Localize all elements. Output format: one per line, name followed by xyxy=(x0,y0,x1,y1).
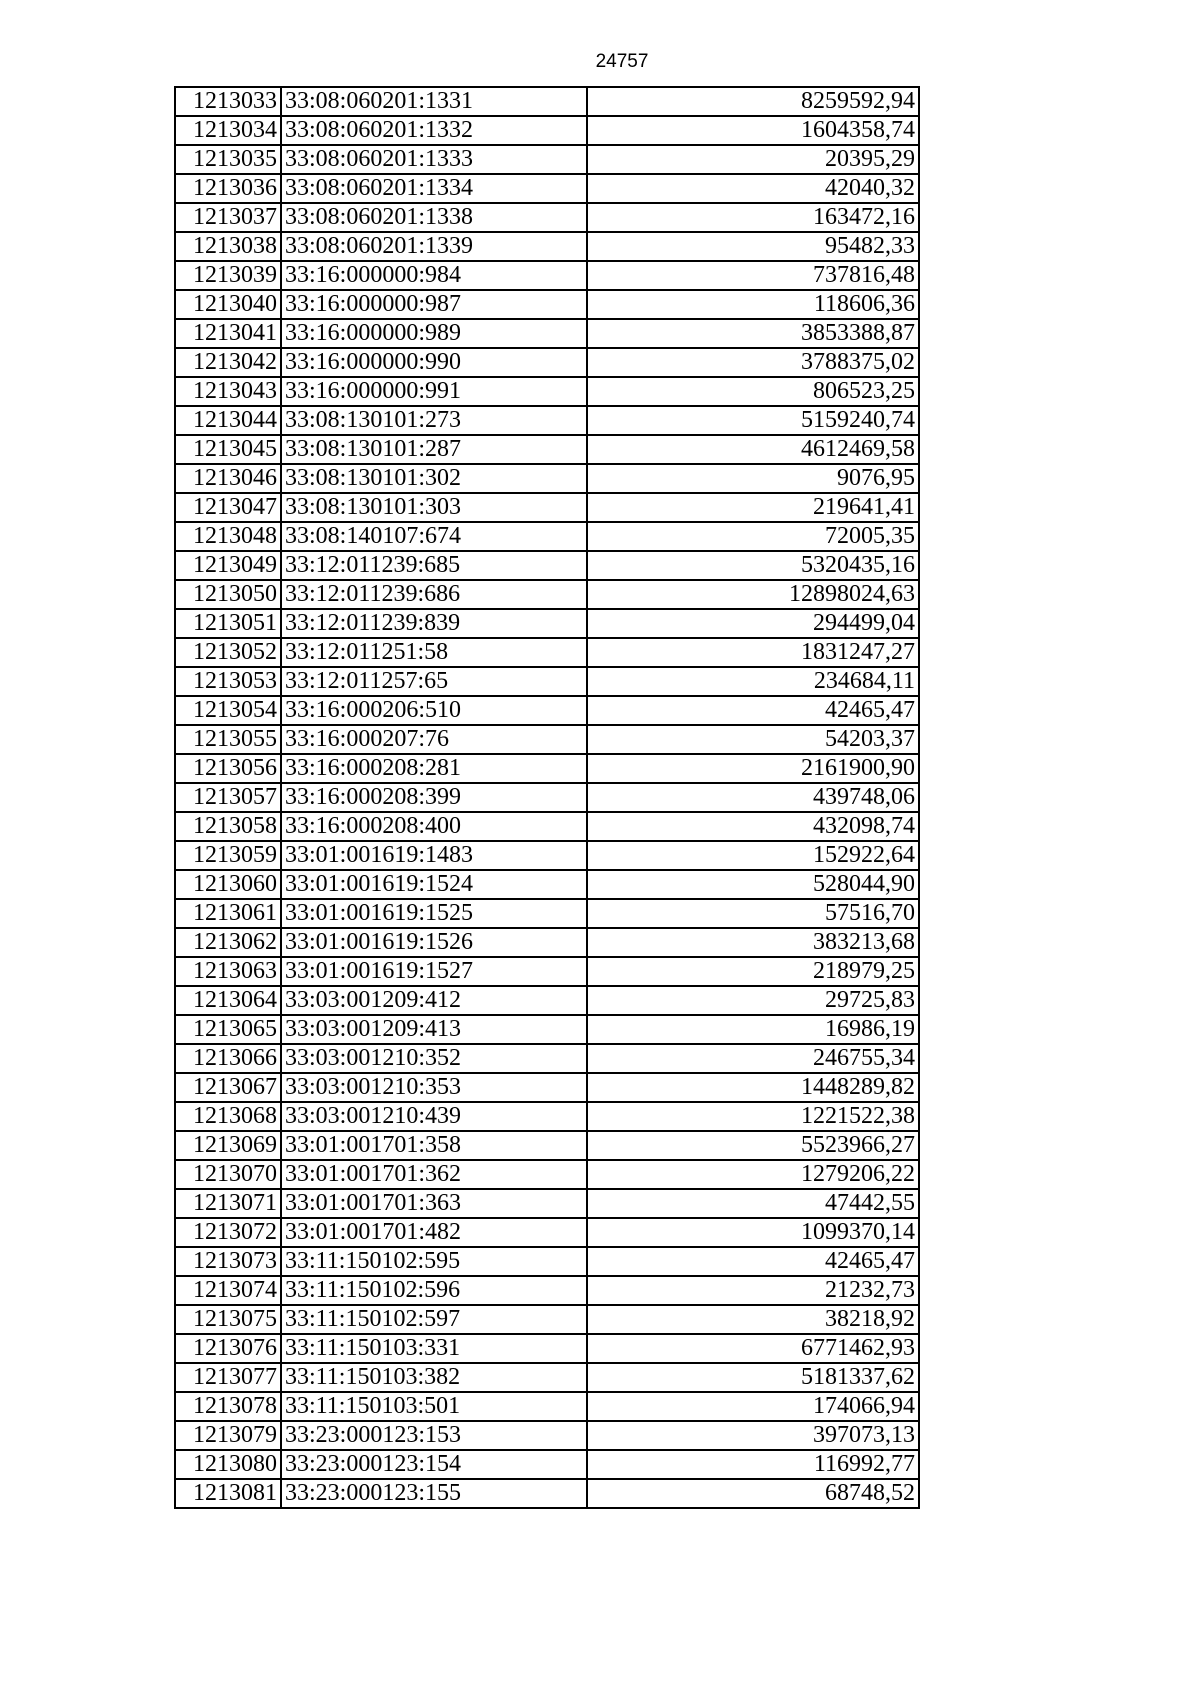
cadastral-number-cell: 33:03:001209:412 xyxy=(281,986,587,1015)
cadastral-number-cell: 33:03:001210:353 xyxy=(281,1073,587,1102)
value-cell: 163472,16 xyxy=(587,203,919,232)
table-row xyxy=(175,899,919,928)
cadastral-number-cell: 33:01:001619:1526 xyxy=(281,928,587,957)
value-cell: 54203,37 xyxy=(587,725,919,754)
row-id-cell: 1213039 xyxy=(175,261,281,290)
cadastral-number-cell: 33:01:001619:1525 xyxy=(281,899,587,928)
cadastral-number-cell: 33:11:150103:501 xyxy=(281,1392,587,1421)
row-id-cell: 1213077 xyxy=(175,1363,281,1392)
value-cell: 383213,68 xyxy=(587,928,919,957)
row-id-cell: 1213048 xyxy=(175,522,281,551)
table-row xyxy=(175,348,919,377)
value-cell: 5320435,16 xyxy=(587,551,919,580)
cadastral-number-cell: 33:12:011251:58 xyxy=(281,638,587,667)
row-id-cell: 1213074 xyxy=(175,1276,281,1305)
row-id-cell: 1213038 xyxy=(175,232,281,261)
row-id-cell: 1213055 xyxy=(175,725,281,754)
table-row xyxy=(175,783,919,812)
row-id-cell: 1213035 xyxy=(175,145,281,174)
table-row xyxy=(175,1189,919,1218)
table-row xyxy=(175,1479,919,1508)
table-row xyxy=(175,1218,919,1247)
cadastral-number-cell: 33:11:150103:382 xyxy=(281,1363,587,1392)
table-row xyxy=(175,1276,919,1305)
value-cell: 294499,04 xyxy=(587,609,919,638)
row-id-cell: 1213047 xyxy=(175,493,281,522)
row-id-cell: 1213064 xyxy=(175,986,281,1015)
row-id-cell: 1213070 xyxy=(175,1160,281,1189)
cadastral-number-cell: 33:16:000000:991 xyxy=(281,377,587,406)
table-row xyxy=(175,116,919,145)
value-cell: 95482,33 xyxy=(587,232,919,261)
table-row xyxy=(175,1334,919,1363)
cadastral-number-cell: 33:16:000000:990 xyxy=(281,348,587,377)
row-id-cell: 1213042 xyxy=(175,348,281,377)
row-id-cell: 1213049 xyxy=(175,551,281,580)
table-row xyxy=(175,725,919,754)
table-row xyxy=(175,145,919,174)
table-row xyxy=(175,1363,919,1392)
value-cell: 47442,55 xyxy=(587,1189,919,1218)
value-cell: 1099370,14 xyxy=(587,1218,919,1247)
row-id-cell: 1213052 xyxy=(175,638,281,667)
table-row xyxy=(175,1102,919,1131)
value-cell: 5523966,27 xyxy=(587,1131,919,1160)
value-cell: 234684,11 xyxy=(587,667,919,696)
row-id-cell: 1213036 xyxy=(175,174,281,203)
row-id-cell: 1213056 xyxy=(175,754,281,783)
cadastral-number-cell: 33:01:001619:1483 xyxy=(281,841,587,870)
value-cell: 12898024,63 xyxy=(587,580,919,609)
cadastral-number-cell: 33:12:011239:686 xyxy=(281,580,587,609)
table-row xyxy=(175,1131,919,1160)
value-cell: 21232,73 xyxy=(587,1276,919,1305)
row-id-cell: 1213058 xyxy=(175,812,281,841)
table-row xyxy=(175,232,919,261)
table-row xyxy=(175,551,919,580)
page-number: 24757 xyxy=(595,51,649,72)
value-cell: 6771462,93 xyxy=(587,1334,919,1363)
row-id-cell: 1213050 xyxy=(175,580,281,609)
row-id-cell: 1213080 xyxy=(175,1450,281,1479)
table-row xyxy=(175,812,919,841)
value-cell: 118606,36 xyxy=(587,290,919,319)
row-id-cell: 1213053 xyxy=(175,667,281,696)
value-cell: 5159240,74 xyxy=(587,406,919,435)
value-cell: 737816,48 xyxy=(587,261,919,290)
value-cell: 42465,47 xyxy=(587,1247,919,1276)
row-id-cell: 1213061 xyxy=(175,899,281,928)
row-id-cell: 1213069 xyxy=(175,1131,281,1160)
cadastral-number-cell: 33:01:001619:1524 xyxy=(281,870,587,899)
table-row xyxy=(175,1421,919,1450)
value-cell: 528044,90 xyxy=(587,870,919,899)
table-row xyxy=(175,928,919,957)
row-id-cell: 1213071 xyxy=(175,1189,281,1218)
cadastral-number-cell: 33:16:000208:281 xyxy=(281,754,587,783)
value-cell: 439748,06 xyxy=(587,783,919,812)
table-row xyxy=(175,638,919,667)
registry-table xyxy=(174,86,920,1509)
cadastral-number-cell: 33:08:060201:1339 xyxy=(281,232,587,261)
row-id-cell: 1213037 xyxy=(175,203,281,232)
table-row xyxy=(175,754,919,783)
value-cell: 38218,92 xyxy=(587,1305,919,1334)
value-cell: 218979,25 xyxy=(587,957,919,986)
value-cell: 42465,47 xyxy=(587,696,919,725)
cadastral-number-cell: 33:08:130101:302 xyxy=(281,464,587,493)
value-cell: 1221522,38 xyxy=(587,1102,919,1131)
cadastral-number-cell: 33:03:001210:352 xyxy=(281,1044,587,1073)
table-row xyxy=(175,261,919,290)
table-row xyxy=(175,1160,919,1189)
table-row xyxy=(175,609,919,638)
row-id-cell: 1213060 xyxy=(175,870,281,899)
cadastral-number-cell: 33:23:000123:153 xyxy=(281,1421,587,1450)
table-row xyxy=(175,667,919,696)
cadastral-number-cell: 33:23:000123:154 xyxy=(281,1450,587,1479)
table-row xyxy=(175,406,919,435)
row-id-cell: 1213043 xyxy=(175,377,281,406)
value-cell: 1831247,27 xyxy=(587,638,919,667)
cadastral-number-cell: 33:12:011239:839 xyxy=(281,609,587,638)
value-cell: 432098,74 xyxy=(587,812,919,841)
row-id-cell: 1213072 xyxy=(175,1218,281,1247)
cadastral-number-cell: 33:16:000000:987 xyxy=(281,290,587,319)
cadastral-number-cell: 33:11:150102:597 xyxy=(281,1305,587,1334)
table-row xyxy=(175,522,919,551)
row-id-cell: 1213044 xyxy=(175,406,281,435)
table-row xyxy=(175,1044,919,1073)
row-id-cell: 1213040 xyxy=(175,290,281,319)
value-cell: 8259592,94 xyxy=(587,87,919,116)
value-cell: 16986,19 xyxy=(587,1015,919,1044)
row-id-cell: 1213079 xyxy=(175,1421,281,1450)
table-row xyxy=(175,377,919,406)
row-id-cell: 1213046 xyxy=(175,464,281,493)
cadastral-number-cell: 33:03:001210:439 xyxy=(281,1102,587,1131)
value-cell: 72005,35 xyxy=(587,522,919,551)
row-id-cell: 1213081 xyxy=(175,1479,281,1508)
cadastral-number-cell: 33:16:000206:510 xyxy=(281,696,587,725)
cadastral-number-cell: 33:01:001701:363 xyxy=(281,1189,587,1218)
value-cell: 29725,83 xyxy=(587,986,919,1015)
row-id-cell: 1213059 xyxy=(175,841,281,870)
cadastral-number-cell: 33:01:001619:1527 xyxy=(281,957,587,986)
row-id-cell: 1213063 xyxy=(175,957,281,986)
value-cell: 9076,95 xyxy=(587,464,919,493)
table-row xyxy=(175,696,919,725)
table-row xyxy=(175,203,919,232)
table-row xyxy=(175,174,919,203)
value-cell: 174066,94 xyxy=(587,1392,919,1421)
cadastral-number-cell: 33:11:150102:595 xyxy=(281,1247,587,1276)
table-row xyxy=(175,319,919,348)
cadastral-number-cell: 33:23:000123:155 xyxy=(281,1479,587,1508)
table-row xyxy=(175,986,919,1015)
table-row xyxy=(175,290,919,319)
value-cell: 397073,13 xyxy=(587,1421,919,1450)
cadastral-number-cell: 33:03:001209:413 xyxy=(281,1015,587,1044)
row-id-cell: 1213034 xyxy=(175,116,281,145)
cadastral-number-cell: 33:08:060201:1333 xyxy=(281,145,587,174)
cadastral-number-cell: 33:12:011239:685 xyxy=(281,551,587,580)
table-row xyxy=(175,435,919,464)
value-cell: 42040,32 xyxy=(587,174,919,203)
row-id-cell: 1213062 xyxy=(175,928,281,957)
row-id-cell: 1213045 xyxy=(175,435,281,464)
cadastral-number-cell: 33:01:001701:358 xyxy=(281,1131,587,1160)
value-cell: 1279206,22 xyxy=(587,1160,919,1189)
table-row xyxy=(175,1450,919,1479)
cadastral-number-cell: 33:08:130101:303 xyxy=(281,493,587,522)
table-row xyxy=(175,464,919,493)
value-cell: 2161900,90 xyxy=(587,754,919,783)
row-id-cell: 1213054 xyxy=(175,696,281,725)
cadastral-number-cell: 33:11:150103:331 xyxy=(281,1334,587,1363)
value-cell: 1448289,82 xyxy=(587,1073,919,1102)
row-id-cell: 1213067 xyxy=(175,1073,281,1102)
row-id-cell: 1213033 xyxy=(175,87,281,116)
cadastral-number-cell: 33:08:130101:273 xyxy=(281,406,587,435)
value-cell: 152922,64 xyxy=(587,841,919,870)
row-id-cell: 1213051 xyxy=(175,609,281,638)
table-row xyxy=(175,1305,919,1334)
cadastral-number-cell: 33:16:000000:984 xyxy=(281,261,587,290)
table-row xyxy=(175,1392,919,1421)
value-cell: 246755,34 xyxy=(587,1044,919,1073)
cadastral-number-cell: 33:16:000207:76 xyxy=(281,725,587,754)
cadastral-number-cell: 33:16:000000:989 xyxy=(281,319,587,348)
value-cell: 68748,52 xyxy=(587,1479,919,1508)
value-cell: 116992,77 xyxy=(587,1450,919,1479)
table-row xyxy=(175,1015,919,1044)
value-cell: 3788375,02 xyxy=(587,348,919,377)
row-id-cell: 1213076 xyxy=(175,1334,281,1363)
table-row xyxy=(175,957,919,986)
row-id-cell: 1213041 xyxy=(175,319,281,348)
value-cell: 1604358,74 xyxy=(587,116,919,145)
row-id-cell: 1213065 xyxy=(175,1015,281,1044)
table-row xyxy=(175,87,919,116)
cadastral-number-cell: 33:08:140107:674 xyxy=(281,522,587,551)
table-row xyxy=(175,870,919,899)
value-cell: 219641,41 xyxy=(587,493,919,522)
row-id-cell: 1213078 xyxy=(175,1392,281,1421)
value-cell: 20395,29 xyxy=(587,145,919,174)
table-row xyxy=(175,1073,919,1102)
table-row xyxy=(175,580,919,609)
registry-table-body xyxy=(175,87,919,1508)
cadastral-number-cell: 33:08:130101:287 xyxy=(281,435,587,464)
value-cell: 3853388,87 xyxy=(587,319,919,348)
row-id-cell: 1213075 xyxy=(175,1305,281,1334)
cadastral-number-cell: 33:01:001701:482 xyxy=(281,1218,587,1247)
cadastral-number-cell: 33:16:000208:400 xyxy=(281,812,587,841)
table-row xyxy=(175,493,919,522)
cadastral-number-cell: 33:08:060201:1338 xyxy=(281,203,587,232)
row-id-cell: 1213066 xyxy=(175,1044,281,1073)
cadastral-number-cell: 33:08:060201:1334 xyxy=(281,174,587,203)
value-cell: 57516,70 xyxy=(587,899,919,928)
row-id-cell: 1213068 xyxy=(175,1102,281,1131)
value-cell: 806523,25 xyxy=(587,377,919,406)
row-id-cell: 1213073 xyxy=(175,1247,281,1276)
cadastral-number-cell: 33:08:060201:1331 xyxy=(281,87,587,116)
value-cell: 5181337,62 xyxy=(587,1363,919,1392)
cadastral-number-cell: 33:01:001701:362 xyxy=(281,1160,587,1189)
cadastral-number-cell: 33:11:150102:596 xyxy=(281,1276,587,1305)
row-id-cell: 1213057 xyxy=(175,783,281,812)
cadastral-number-cell: 33:16:000208:399 xyxy=(281,783,587,812)
table-row xyxy=(175,1247,919,1276)
value-cell: 4612469,58 xyxy=(587,435,919,464)
table-row xyxy=(175,841,919,870)
cadastral-number-cell: 33:12:011257:65 xyxy=(281,667,587,696)
cadastral-number-cell: 33:08:060201:1332 xyxy=(281,116,587,145)
